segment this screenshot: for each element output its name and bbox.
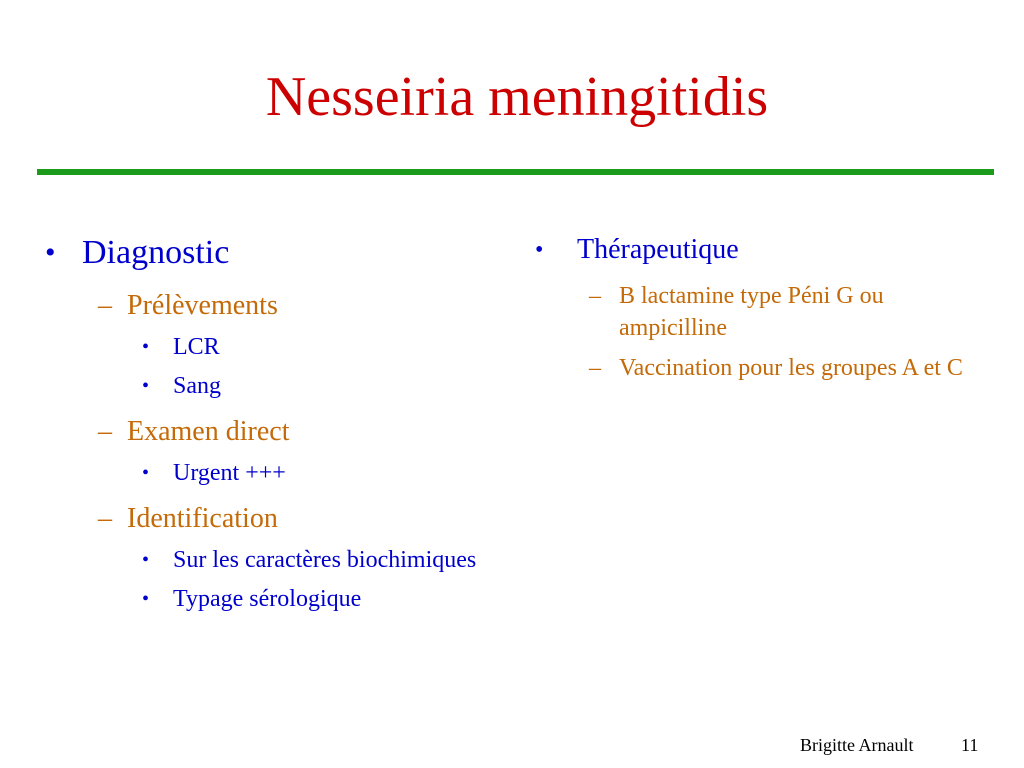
dash-marker: – (98, 416, 112, 447)
list-item (142, 331, 485, 363)
sub-bullet-text: B lactamine type Péni G ou ampicilline (619, 283, 884, 341)
list-item-text: Sur les caractères biochimiques (173, 547, 477, 573)
right-column (535, 232, 985, 384)
sub-bullet-identification (98, 501, 485, 537)
dash-marker: – (98, 290, 112, 321)
sub-bullet-examen-direct (98, 414, 485, 450)
bullet-text: Diagnostic (82, 234, 230, 271)
sub-bullet-treatment (589, 280, 985, 344)
title-divider (37, 169, 994, 175)
sub-bullet-text: Examen direct (127, 416, 290, 447)
bullet-text: Thérapeutique (577, 234, 739, 265)
list-item-text: LCR (173, 334, 220, 360)
list-item (142, 370, 485, 402)
bullet-marker: • (142, 375, 150, 397)
bullet-marker: • (535, 237, 544, 263)
list-item (142, 457, 485, 489)
list-item-text: Sang (173, 373, 221, 399)
bullet-marker: • (142, 462, 150, 484)
bullet-marker: • (142, 549, 150, 571)
bullet-marker: • (142, 336, 150, 358)
list-item (142, 583, 485, 615)
list-item-text: Urgent +++ (173, 460, 286, 486)
list-item (142, 544, 485, 576)
left-column (45, 230, 485, 615)
dash-marker: – (589, 283, 601, 309)
sub-bullet-vaccination (589, 352, 985, 384)
bullet-therapeutique (535, 232, 985, 268)
bullet-marker: • (45, 236, 56, 269)
sub-bullet-text: Prélèvements (127, 290, 278, 321)
sub-bullet-prelevements (98, 288, 485, 324)
bullet-diagnostic (45, 230, 485, 276)
sub-bullet-text: Vaccination pour les groupes A et C (619, 355, 963, 381)
dash-marker: – (98, 503, 112, 534)
list-item-text: Typage sérologique (173, 586, 362, 612)
slide-title: Nesseiria meningitidis (265, 66, 769, 128)
bullet-marker: • (142, 588, 150, 610)
dash-marker: – (589, 355, 601, 381)
page-number: 11 (961, 735, 979, 755)
footer-author: Brigitte Arnault (800, 735, 914, 755)
sub-bullet-text: Identification (127, 503, 278, 534)
